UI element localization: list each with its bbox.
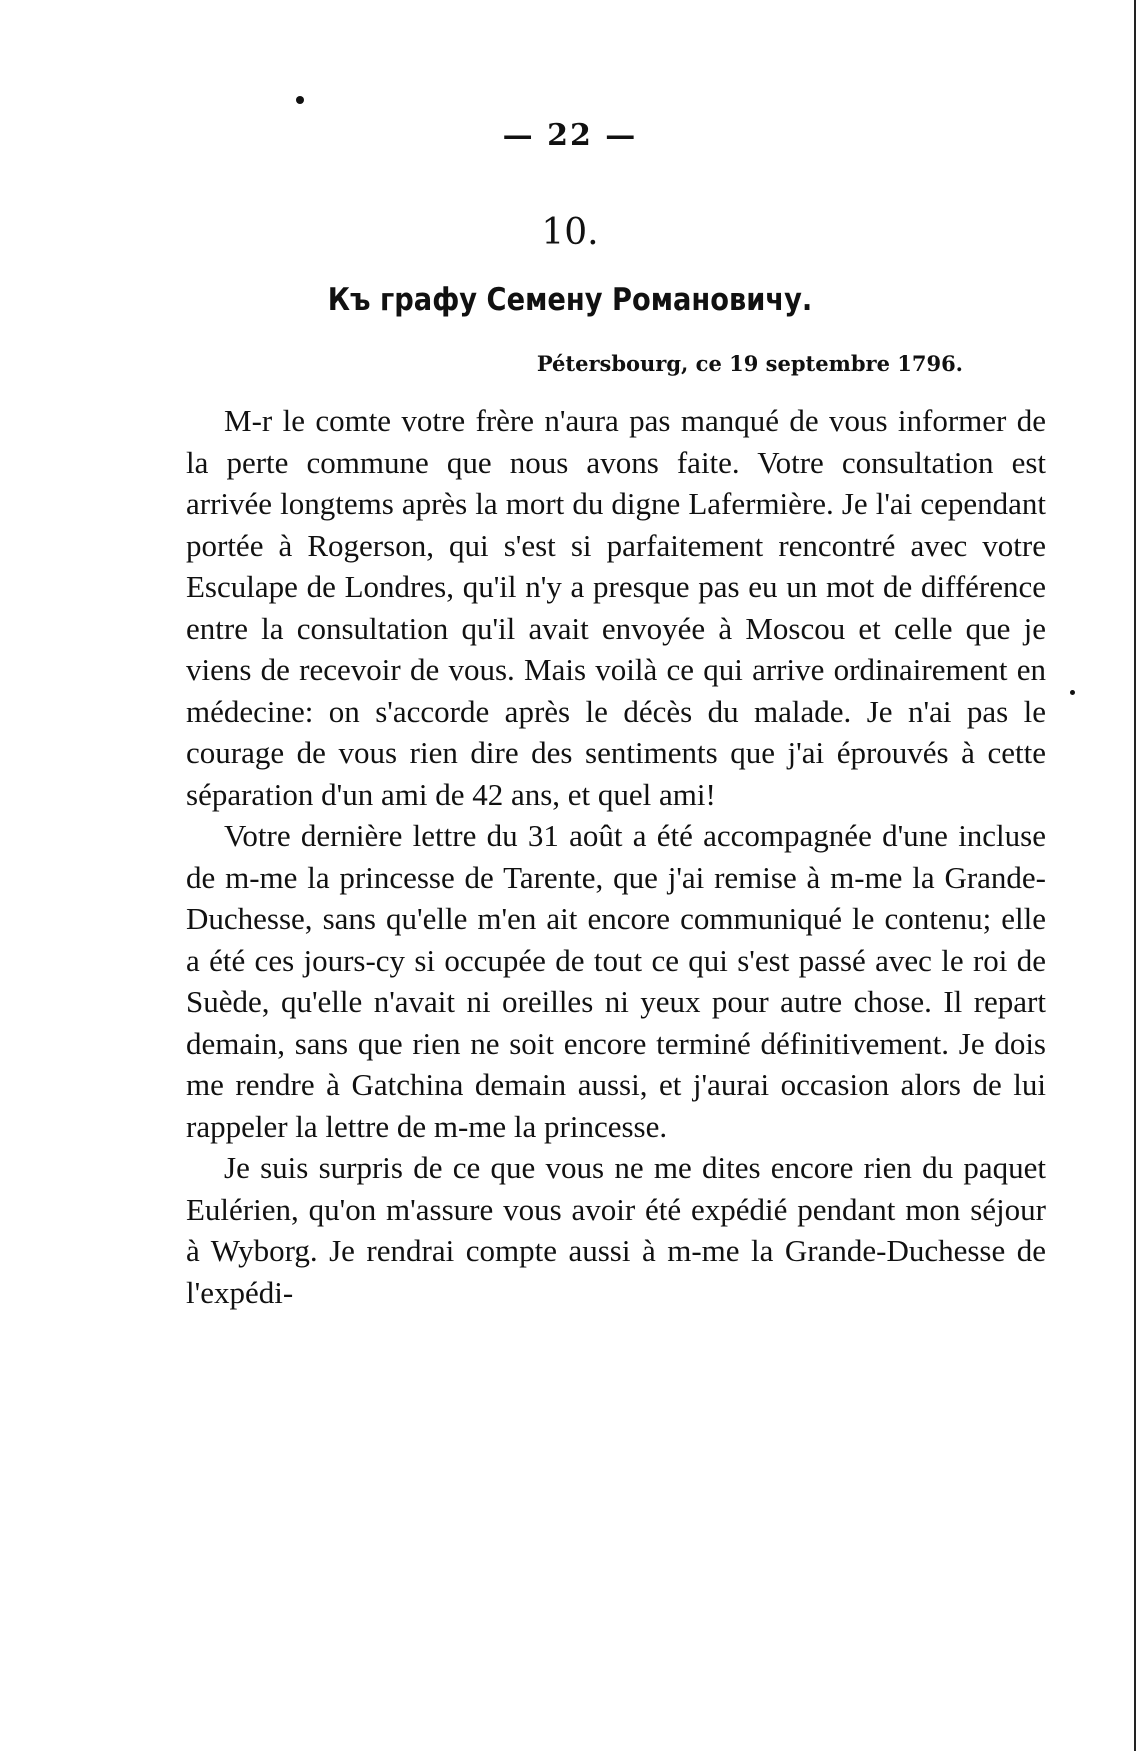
paragraph: Votre dernière lettre du 31 août a été accompagnée d'une incluse de m-me la princesse de Tarente, que j'ai remise à m-me la Grande-Duchesse, sans qu'elle m'en ait encore communiqué le contenu; elle a été ces jours-cy si occupée de tout ce qui s'est passé avec le roi de Suède, qu'elle n'avait ni oreilles ni yeux pour autre chose. Il repart demain, sans que rien ne soit encore terminé définitivement. Je dois me rendre à Gatchina demain aussi, et j'aurai occasion alors de lui rappeler la lettre de m-me la princesse. bbox=[186, 818, 1046, 1144]
dateline: Pétersbourg, ce 19 septembre 1796. bbox=[536, 351, 963, 376]
letter-number: 10. bbox=[541, 212, 599, 253]
paragraph: M-r le comte votre frère n'aura pas manqué de vous informer de la perte commune que nous avons faite. Votre consultation est arrivée longtems après la mort du digne Lafermière. Je l'ai cependant portée à Rogerson, qui s'est si parfaitement rencontré avec votre Esculape de Londres, qu'il n'y a presque pas eu un mot de différence entre la consultation qu'il avait envoyée à Moscou et celle que je viens de recevoir de vous. Mais voilà ce qui arrive ordinairement en médecine: on s'accorde après le décès du malade. Je n'ai pas le courage de vous rien dire des sentiments que j'ai éprouvés à cette séparation d'un ami de 42 ans, et quel ami! bbox=[186, 403, 1046, 812]
page-edge-shadow bbox=[1134, 0, 1136, 1751]
letter-heading: Къ графу Семену Романовичу. bbox=[327, 282, 813, 318]
paragraph: Je suis surpris de ce que vous ne me dites encore rien du paquet Eulérien, qu'on m'assure vous avoir été expédié pendant mon séjour à Wyborg. Je rendrai compte aussi à m-me la Grande-Duchesse de l'expédi- bbox=[186, 1150, 1046, 1310]
letter-body bbox=[186, 400, 1046, 1313]
page-number: — 22 — bbox=[502, 118, 638, 153]
